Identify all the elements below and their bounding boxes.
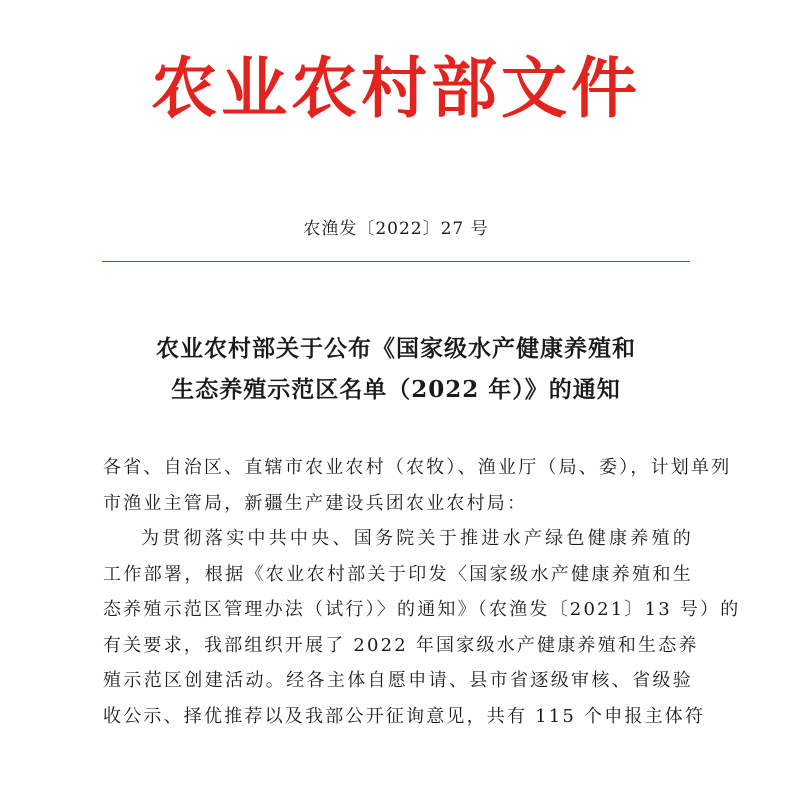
notice-title-line-1: 农业农村部关于公布《国家级水产健康养殖和 — [156, 335, 636, 362]
masthead-title: 农业农村部文件 — [151, 49, 641, 127]
paragraph-line-1: 为贯彻落实中共中央、国务院关于推进水产绿色健康养殖的 — [141, 528, 693, 549]
paragraph-line-5: 殖示范区创建活动。经各主体自愿申请、县市省逐级审核、省级验 — [103, 670, 693, 691]
paragraph-line-4: 有关要求，我部组织开展了 2022 年国家级水产健康养殖和生态养 — [103, 634, 699, 656]
paragraph-line-2: 工作部署，根据《农业农村部关于印发〈国家级水产健康养殖和生 — [103, 563, 693, 585]
paragraph-line-6: 收公示、择优推荐以及我部公开征询意见，共有 115 个申报主体符 — [103, 705, 706, 727]
notice-title-line-2: 生态养殖示范区名单（2022 年）》的通知 — [171, 376, 621, 403]
document-number: 农渔发〔2022〕27 号 — [303, 219, 489, 239]
notice-body — [103, 450, 741, 734]
recipients-line-1: 各省、自治区、直辖市农业农村（农牧）、渔业厅（局、委），计划单列 — [103, 457, 732, 478]
paragraph-line-3: 态养殖示范区管理办法（试行）〉的通知》（农渔发〔2021〕13 号）的 — [103, 599, 741, 620]
red-divider-rule — [102, 261, 690, 262]
recipients-line-2: 市渔业主管局，新疆生产建设兵团农业农村局： — [103, 492, 528, 514]
notice-title — [60, 328, 732, 410]
